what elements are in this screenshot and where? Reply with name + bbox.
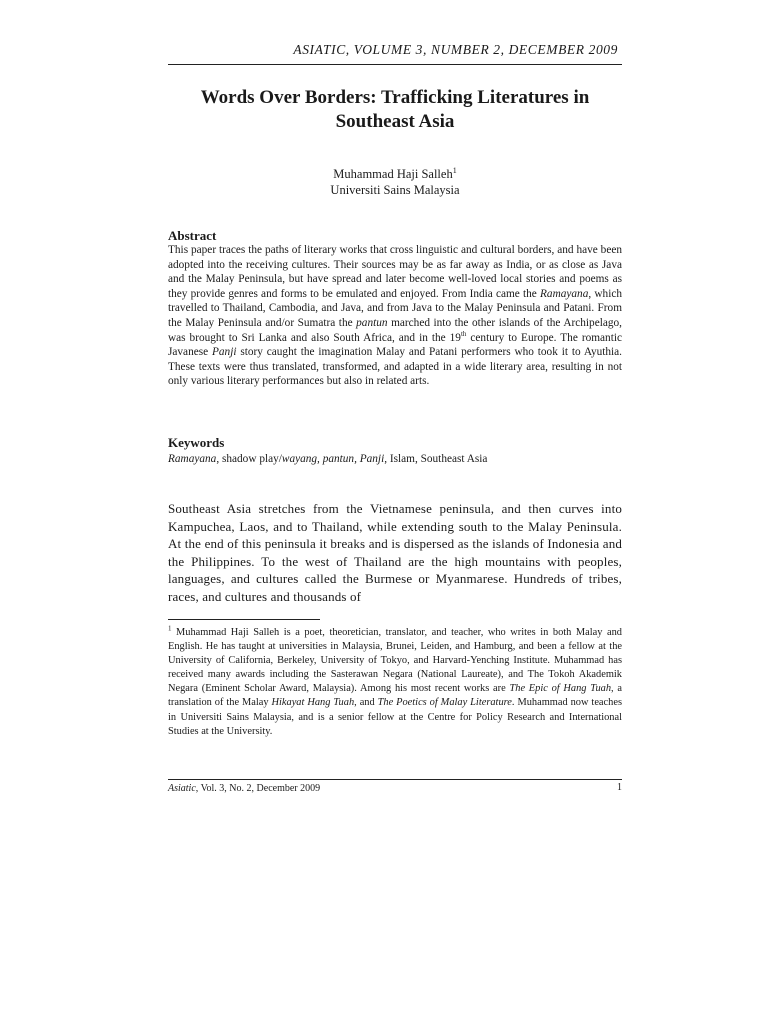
footer-issue: , Vol. 3, No. 2, December 2009: [195, 783, 321, 794]
author-name: Muhammad Haji Salleh: [333, 167, 453, 182]
footer-citation: [168, 783, 320, 794]
abstract-part-5: story caught the imagination Malay and Patani performers who took it to Ayuthia. These texts were thus translated, transformed, and adapted in a wide literary area, resulting in not only various literary performances but also in related arts.: [168, 346, 622, 388]
abstract-ordinal-suffix: th: [460, 329, 467, 338]
keyword-ramayana: Ramayana: [168, 453, 217, 465]
title-line-2: Southeast Asia: [335, 111, 455, 132]
author-block: [168, 163, 622, 198]
author-footnote-marker[interactable]: 1: [452, 166, 457, 175]
abstract-part-3: marched into the other islands of the Archipelago, was brought to Sri Lanka and also South Africa, and in the 19: [168, 316, 622, 344]
abstract-text: [168, 243, 622, 389]
footnote-marker: 1: [168, 624, 172, 633]
keyword-islam-southeast-asia: , Islam, Southeast Asia: [384, 453, 488, 465]
abstract-panji: Panji: [212, 346, 237, 359]
abstract-pantun: pantun: [356, 316, 388, 329]
keywords-heading: Keywords: [168, 435, 225, 450]
footnote-part-1: Muhammad Haji Salleh is a poet, theoretician, translator, and teacher, who writes in both Malay and English. He has taught at universities in Malaysia, Brunei, Leiden, and Hamburg, and been a fellow at the University of California, Berkeley, University of Tokyo, and Harvard-Yenching Institute. Muhammad has received many awards including the Sasterawan Negara (National Laureate), and The Tokoh Akademik Negara (Eminent Scholar Award, Malaysia). Among his most recent works are: [168, 627, 622, 695]
paper-title: [168, 86, 622, 134]
footnote-part-3: , and: [354, 697, 378, 709]
abstract-ramayana: Ramayana: [540, 287, 589, 300]
footnote: [168, 626, 622, 739]
header-rule: [168, 64, 622, 65]
abstract-heading: Abstract: [168, 228, 217, 243]
abstract-part-4: century to Europe. The romantic Javanese: [168, 331, 622, 359]
footer-journal-name: Asiatic: [168, 783, 196, 794]
footnote-part-2: , a translation of the Malay: [168, 683, 623, 709]
title-line-1: Words Over Borders: Trafficking Literatures in: [200, 87, 590, 108]
footnote-part-4: . Muhammad now teaches in Universiti Sains Malaysia, and is a senior fellow at the Centre for Policy Research and International Studies at the University.: [168, 697, 623, 737]
keywords-list: [168, 453, 622, 465]
footnote-rule: [168, 619, 320, 620]
footer-rule: [168, 779, 622, 780]
footnote-epic-title: The Epic of Hang Tuah: [509, 683, 612, 695]
abstract-part-2: , which travelled to Thailand, Cambodia, and Java, and from Java to the Malay Peninsula and Patani. From the Malay Peninsula and/or Sumatra the: [168, 287, 622, 329]
author-affiliation: Universiti Sains Malaysia: [330, 183, 460, 198]
running-head: ASIATIC, VOLUME 3, NUMBER 2, DECEMBER 2009: [293, 42, 618, 57]
keyword-wayang-pantun-panji: wayang, pantun, Panji: [281, 453, 385, 465]
footnote-hikayat-title: Hikayat Hang Tuah: [271, 697, 355, 709]
keyword-shadow-play: , shadow play/: [216, 453, 282, 465]
abstract-part-1: This paper traces the paths of literary works that cross linguistic and cultural borders, and have been adopted into the receiving cultures. Their sources may be as far away as India, or as close as Java and the Malay Peninsula, but have spread and later become well-loved local stories and poems as they provide genres and forms to be emulated and enjoyed. From India came the: [168, 244, 622, 300]
footnote-poetics-title: The Poetics of Malay Literature: [377, 697, 512, 709]
body-paragraph: Southeast Asia stretches from the Vietnamese peninsula, and then curves into Kampuchea, Laos, and to Thailand, while extending south to the Malay Peninsula. At the end of this peninsula it breaks and is dispersed as the islands of Indonesia and the Philippines. To the west of Thailand are the high mountains with peoples, languages, and cultures called the Burmese or Myanmarese. Hundreds of tribes, races, and cultures and thousands of: [168, 501, 622, 604]
page-number: 1: [617, 782, 622, 793]
